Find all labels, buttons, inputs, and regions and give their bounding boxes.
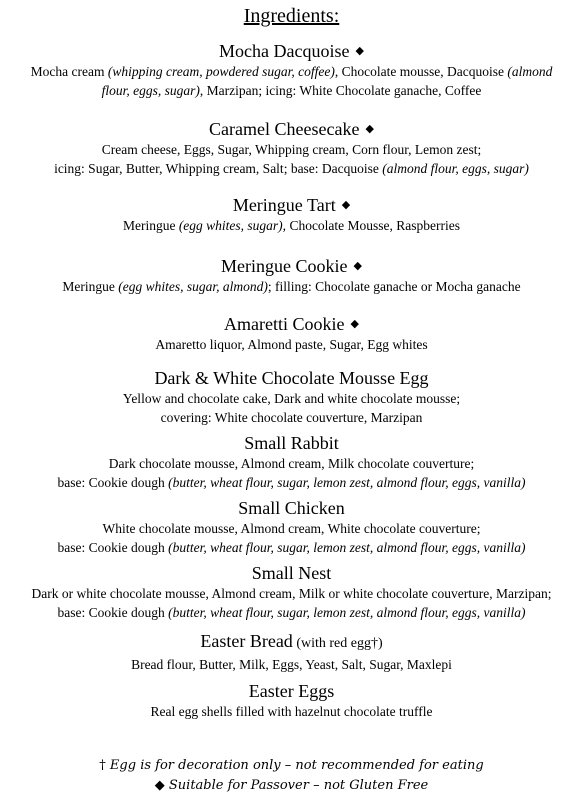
item-name: Meringue Cookie ◆ [221, 256, 362, 276]
ingredient-text: Bread flour, Butter, Milk, Eggs, Yeast, Salt, Sugar, Maxlepi [131, 657, 452, 672]
menu-item [0, 118, 583, 178]
item-ingredients [0, 62, 583, 100]
ingredient-text: Mocha cream [30, 64, 108, 79]
item-ingredients [0, 277, 583, 296]
menu-item [0, 497, 583, 557]
ingredient-text: base: Cookie dough [57, 605, 169, 620]
ingredient-text: icing: Sugar, Butter, Whipping cream, Salt; base: Dacquoise [54, 161, 383, 176]
ingredient-detail: (butter, wheat flour, sugar, lemon zest, almond flour, eggs, vanilla) [168, 605, 526, 620]
ingredient-line [0, 62, 583, 81]
menu-item [0, 432, 583, 492]
item-name: Meringue Tart ◆ [232, 195, 351, 215]
passover-diamond-icon: ◆ [355, 45, 364, 57]
ingredient-text: Real egg shells filled with hazelnut chocolate truffle [150, 704, 433, 719]
ingredient-text: , Chocolate mousse, Dacquoise [334, 64, 508, 79]
item-name: Small Nest [251, 563, 332, 583]
item-name: Small Chicken [238, 498, 345, 518]
ingredient-detail: (egg whites, sugar), [178, 218, 287, 233]
item-ingredients [0, 389, 583, 427]
ingredient-line [0, 216, 583, 235]
item-name: Mocha Dacquoise ◆ [219, 41, 364, 61]
item-name: Caramel Cheesecake ◆ [209, 119, 374, 139]
item-note: (with red egg†) [292, 636, 383, 651]
ingredient-text: Chocolate Mousse, Raspberries [286, 218, 461, 233]
ingredient-line [0, 519, 583, 538]
ingredient-detail: (almond [507, 64, 553, 79]
passover-diamond-icon: ◆ [350, 318, 359, 330]
item-name: Small Rabbit [244, 433, 339, 453]
footnotes [0, 756, 583, 796]
passover-diamond-icon: ◆ [353, 260, 362, 272]
menu-item [0, 562, 583, 622]
ingredient-line [0, 584, 583, 603]
item-ingredients [0, 655, 583, 674]
menu-item [0, 194, 583, 235]
item-ingredients [0, 140, 583, 178]
ingredient-text: Dark chocolate mousse, Almond cream, Milk chocolate couverture; [108, 456, 475, 471]
ingredient-text: base: Cookie dough [57, 475, 169, 490]
ingredient-detail: flour, eggs, sugar) [101, 83, 200, 98]
item-name: Easter Bread (with red egg†) [200, 631, 383, 651]
ingredient-detail: (whipping cream, powdered sugar, coffee) [107, 64, 335, 79]
ingredient-text: Dark or white chocolate mousse, Almond cream, Milk or white chocolate couverture, Marzipan; [31, 586, 552, 601]
item-ingredients [0, 584, 583, 622]
ingredient-text: covering: White chocolate couverture, Marzipan [160, 410, 423, 425]
ingredient-line [0, 81, 583, 100]
ingredient-text: Meringue [62, 279, 119, 294]
menu-item [0, 255, 583, 296]
ingredient-text: Meringue [122, 218, 179, 233]
ingredient-text: Yellow and chocolate cake, Dark and white chocolate mousse; [122, 391, 461, 406]
ingredient-text: , Marzipan; icing: White Chocolate ganache, Coffee [199, 83, 482, 98]
ingredient-line [0, 140, 583, 159]
ingredient-line [0, 538, 583, 557]
passover-diamond-icon: ◆ [341, 199, 351, 211]
footnote-passover: ◆ Suitable for Passover – not Gluten Free [154, 778, 429, 793]
page-title: Ingredients: [243, 5, 340, 27]
ingredient-line [0, 655, 583, 674]
menu-item [0, 40, 583, 100]
ingredient-line [0, 389, 583, 408]
item-name: Easter Eggs [248, 681, 335, 701]
ingredient-line [0, 454, 583, 473]
ingredient-text: Amaretto liquor, Almond paste, Sugar, Egg whites [155, 337, 428, 352]
menu-item [0, 367, 583, 427]
item-ingredients [0, 702, 583, 721]
ingredient-detail: (butter, wheat flour, sugar, lemon zest, almond flour, eggs, vanilla) [168, 540, 526, 555]
menu-item [0, 680, 583, 721]
ingredient-text: ; filling: Chocolate ganache or Mocha ganache [267, 279, 521, 294]
item-name: Amaretti Cookie ◆ [224, 314, 359, 334]
ingredient-text: Cream cheese, Eggs, Sugar, Whipping cream, Corn flour, Lemon zest; [101, 142, 482, 157]
item-ingredients [0, 216, 583, 235]
ingredient-line [0, 335, 583, 354]
menu-item [0, 630, 583, 674]
ingredient-line [0, 603, 583, 622]
passover-diamond-icon: ◆ [365, 123, 374, 135]
ingredient-line [0, 159, 583, 178]
footnote-decoration: † Egg is for decoration only – not recommended for eating [99, 758, 484, 773]
ingredient-text: base: Cookie dough [57, 540, 169, 555]
ingredient-detail: (butter, wheat flour, sugar, lemon zest, almond flour, eggs, vanilla) [168, 475, 526, 490]
ingredient-line [0, 473, 583, 492]
item-ingredients [0, 454, 583, 492]
item-ingredients [0, 335, 583, 354]
ingredient-text: White chocolate mousse, Almond cream, White chocolate couverture; [102, 521, 481, 536]
ingredient-line [0, 277, 583, 296]
item-ingredients [0, 519, 583, 557]
ingredient-line [0, 408, 583, 427]
ingredient-detail: (almond flour, eggs, sugar) [382, 161, 529, 176]
menu-item [0, 313, 583, 354]
ingredient-detail: (egg whites, sugar, almond) [118, 279, 268, 294]
ingredient-line [0, 702, 583, 721]
item-name: Dark & White Chocolate Mousse Egg [154, 368, 429, 388]
